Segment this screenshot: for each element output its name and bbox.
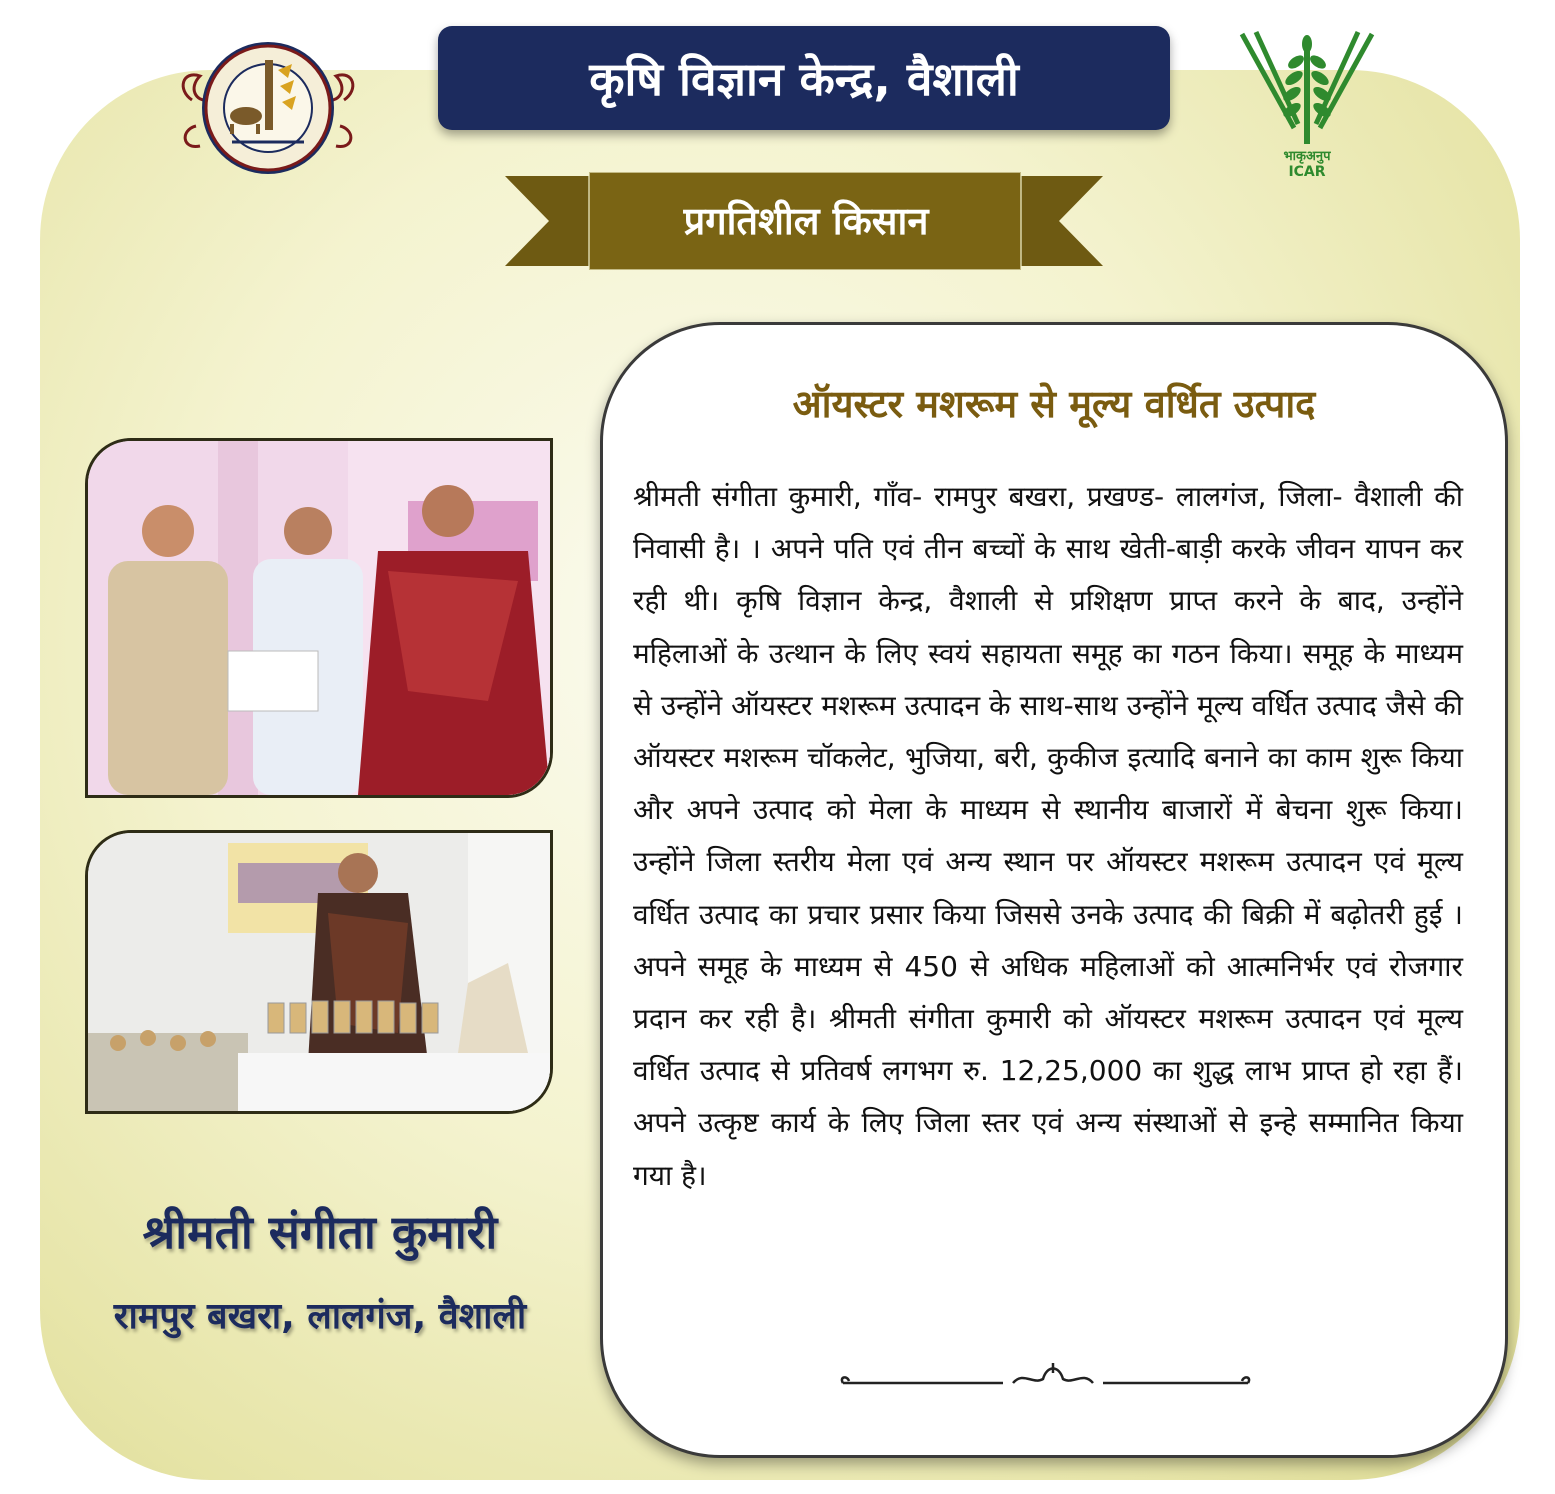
page-title: कृषि विज्ञान केन्द्र, वैशाली [589,52,1019,106]
icar-wheat-icon [1236,28,1378,178]
article-card [600,322,1508,1458]
header-title-bar [438,26,1170,130]
university-seal-icon [172,30,364,182]
icar-hindi-text: भाकृअनुप [1283,149,1331,164]
article-body: श्रीमती संगीता कुमारी, गाँव- रामपुर बखरा, प्रखण्ड- लालगंज, जिला- वैशाली की निवासी है। । अपने पति एवं तीन बच्चों के साथ खेती-बाड़ी करके जीवन यापन कर रही थी। कृषि विज्ञान केन्द्र, वैशाली से प्रशिक्षण प्राप्त करने के बाद, उन्होंने महिलाओं के उत्थान के लिए स्वयं सहायता समूह का गठन किया। समूह के माध्यम से उन्होंने ऑयस्टर मशरूम उत्पादन के साथ-साथ उन्होंने मूल्य वर्धित उत्पाद जैसे की ऑयस्टर मशरूम चॉकलेट, भुजिया, बरी, कुकीज इत्यादि बनाने का काम शुरू किया और अपने उत्पाद को मेला के माध्यम से स्थानीय बाजारों में बेचना शुरू किया। उन्होंने जिला स्तरीय मेला एवं अन्य स्थान पर ऑयस्टर मशरूम उत्पादन एवं मूल्य वर्धित उत्पाद का प्रचार प्रसार किया जिससे उनके उत्पाद की बिक्री में बढ़ोतरी हुई । अपने समूह के माध्यम से 450 से अधिक महिलाओं को आत्मनिर्भर एवं रोजगार प्रदान कर रही है। श्रीमती संगीता कुमारी को ऑयस्टर मशरूम उत्पादन एवं मूल्य वर्धित उत्पाद से प्रतिवर्ष लगभग रु. 12,25,000 का शुद्ध लाभ प्राप्त हो रहा हैं। अपने उत्कृष्ट कार्य के लिए जिला स्तर एवं अन्य संस्थाओं से इन्हे सम्मानित किया गया है। [633,480,1463,1192]
farmer-name: श्रीमती संगीता कुमारी [142,1205,498,1259]
article-title: ऑयस्टर मशरूम से मूल्य वर्धित उत्पाद [792,382,1316,426]
award-ceremony-photo [85,438,553,798]
product-stall-photo [85,830,553,1114]
farmer-address: रामपुर बखरा, लालगंज, वैशाली [113,1296,527,1337]
icar-english-text: ICAR [1288,164,1326,178]
ribbon-label: प्रगतिशील किसान [683,199,929,243]
ornament-divider-icon [833,1355,1273,1395]
